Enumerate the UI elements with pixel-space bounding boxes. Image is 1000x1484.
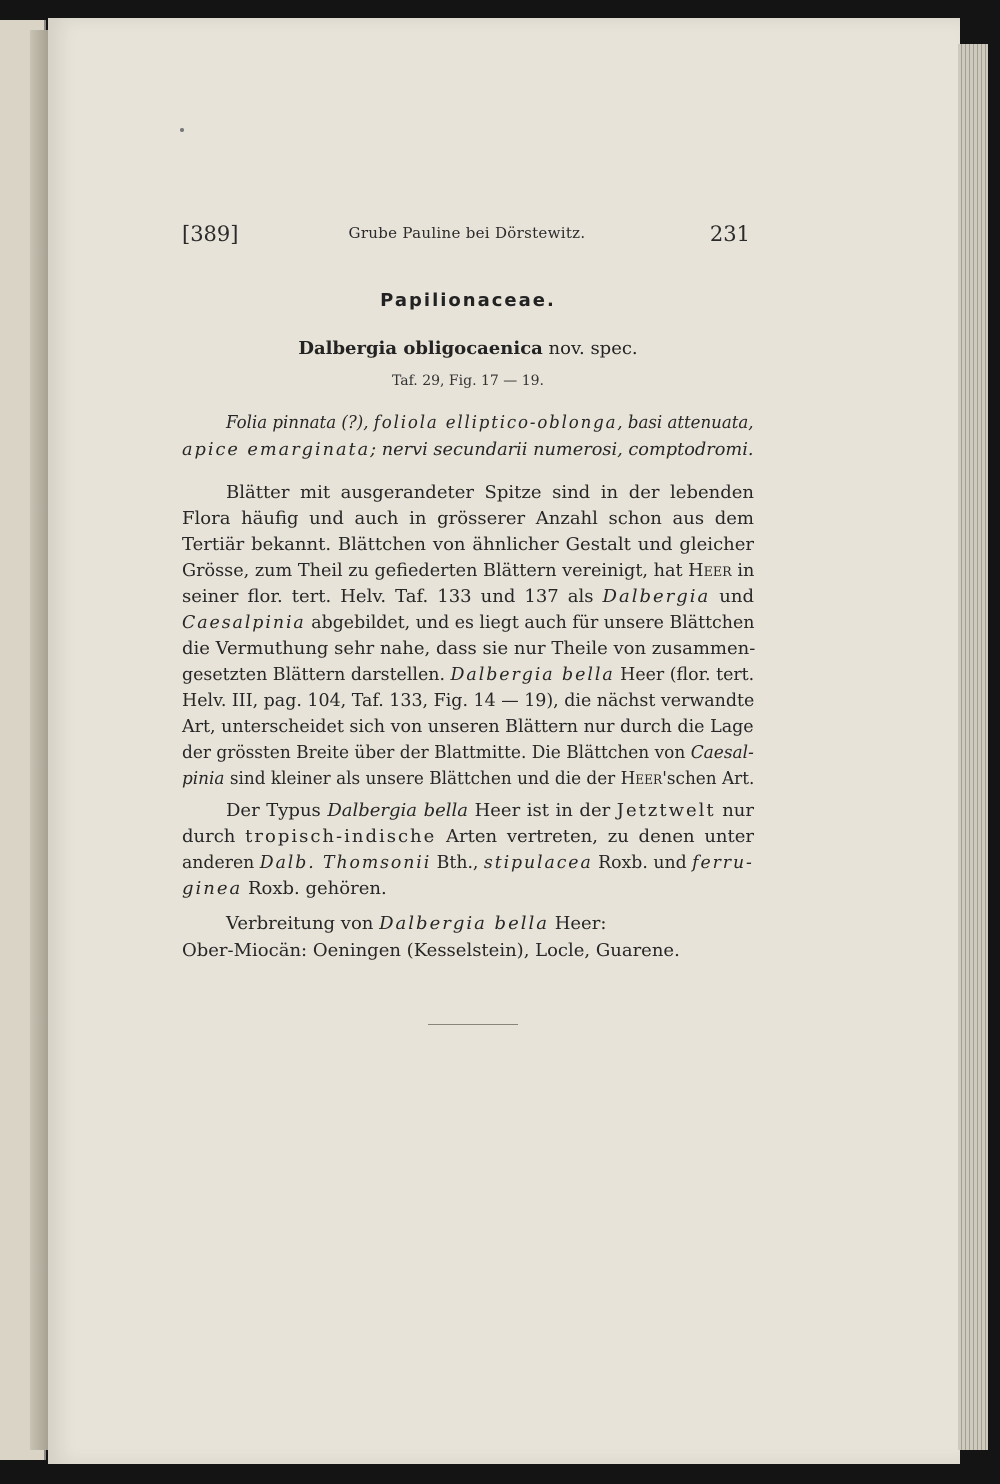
paragraph-line — [182, 742, 754, 763]
end-rule — [428, 1024, 518, 1025]
spaced-word: Jetztwelt — [616, 800, 716, 821]
text-run: foliola elliptico-oblonga — [373, 412, 618, 433]
paragraph-line — [182, 768, 755, 789]
taxon-name: Dalbergia — [602, 586, 711, 607]
paragraph-line: Flora häufig und auch in grösserer Anzahl schon aus dem — [182, 508, 754, 529]
taxon-name: ginea — [182, 878, 243, 899]
text-run: Roxb. gehören. — [242, 878, 387, 899]
distribution-line: Ober-Miocän: Oeningen (Kesselstein), Locle, Guarene. — [182, 940, 680, 961]
paragraph-line: Art, unterscheidet sich von unseren Blättern nur durch die Lage — [182, 716, 754, 737]
text-run: Folia pinnata (?), — [226, 412, 374, 433]
text-run: abgebildet, und es liegt auch für unsere Blättchen — [305, 612, 755, 633]
text-run: nur — [715, 800, 754, 821]
species-suffix: nov. spec. — [542, 338, 638, 359]
author-name: Heer — [620, 768, 663, 789]
species-heading — [0, 338, 936, 359]
ink-speck — [180, 128, 184, 132]
plate-reference: Taf. 29, Fig. 17 — 19. — [392, 373, 544, 389]
page-stack-edges — [958, 44, 988, 1450]
taxon-name: ferru- — [692, 852, 754, 873]
text-run: Bth., — [431, 852, 484, 873]
diagnosis-line — [226, 412, 754, 433]
paragraph-line — [182, 826, 754, 847]
text-run: Arten vertreten, zu denen unter — [436, 826, 754, 847]
text-run: Verbreitung von — [226, 913, 380, 934]
paragraph-line — [226, 913, 798, 934]
paragraph-line — [182, 586, 754, 607]
text-run: der grössten Breite über der Blattmitte. Die Blättchen von — [182, 742, 691, 763]
taxon-name: Caesal- — [690, 742, 754, 763]
text-run: anderen — [182, 852, 260, 873]
text-run: Grösse, zum Theil zu gefiederten Blättern vereinigt, hat — [182, 560, 689, 581]
paragraph-line — [182, 878, 754, 899]
paragraph-line: die Vermuthung sehr nahe, dass sie nur Theile von zusammen- — [182, 638, 756, 659]
text-run: Heer: — [548, 913, 607, 934]
paragraph-line — [182, 612, 755, 633]
text-run: gesetzten Blättern darstellen. — [182, 664, 451, 685]
paragraph-line — [182, 664, 755, 685]
text-run: apice emarginata — [182, 439, 371, 460]
text-run: 'schen Art. — [662, 768, 755, 789]
text-run: Heer ist in der — [468, 800, 617, 821]
author-name: Heer — [688, 560, 732, 581]
paragraph-line: Helv. III, pag. 104, Taf. 133, Fig. 14 — 19), die nächst verwandte — [182, 690, 755, 711]
text-run: Roxb. und — [592, 852, 693, 873]
taxon-name: Dalbergia bella — [379, 913, 549, 934]
page-number: 231 — [709, 222, 750, 246]
paragraph-line — [182, 560, 755, 581]
family-heading: Papilionaceae. — [380, 290, 556, 311]
text-run: ; nervi secundarii numerosi, comptodromi. — [370, 439, 754, 460]
text-run: , basi attenuata, — [617, 412, 754, 433]
text-run: Der Typus — [226, 800, 328, 821]
text-run: und — [710, 586, 754, 607]
text-run: durch — [182, 826, 246, 847]
taxon-name: pinia — [182, 768, 225, 789]
running-header — [182, 222, 752, 250]
text-run: sind kleiner als unsere Blättchen und die der — [224, 768, 621, 789]
bracket-page-number: [389] — [182, 222, 239, 246]
text-run: seiner flor. tert. Helv. Taf. 133 und 137 als — [182, 586, 603, 607]
text-run: Heer (flor. tert. — [614, 664, 755, 685]
taxon-name: Dalbergia bella — [450, 664, 615, 685]
taxon-name: Dalbergia bella — [327, 800, 469, 821]
text-run: in — [731, 560, 755, 581]
diagnosis-line — [182, 439, 754, 460]
paragraph-line — [226, 800, 754, 821]
paragraph-line: Blätter mit ausgerandeter Spitze sind in der lebenden — [226, 482, 754, 503]
taxon-name: stipulacea — [483, 852, 593, 873]
running-title: Grube Pauline bei Dörstewitz. — [348, 224, 586, 242]
spaced-word: tropisch-indische — [245, 826, 437, 847]
taxon-name: Caesalpinia — [182, 612, 306, 633]
taxon-name: Dalb. Thomsonii — [259, 852, 432, 873]
paragraph-line — [182, 852, 754, 873]
paragraph-line: Tertiär bekannt. Blättchen von ähnlicher Gestalt und gleicher — [182, 534, 754, 555]
species-name: Dalbergia obligocaenica — [298, 338, 543, 359]
gutter-shadow — [30, 30, 48, 1450]
